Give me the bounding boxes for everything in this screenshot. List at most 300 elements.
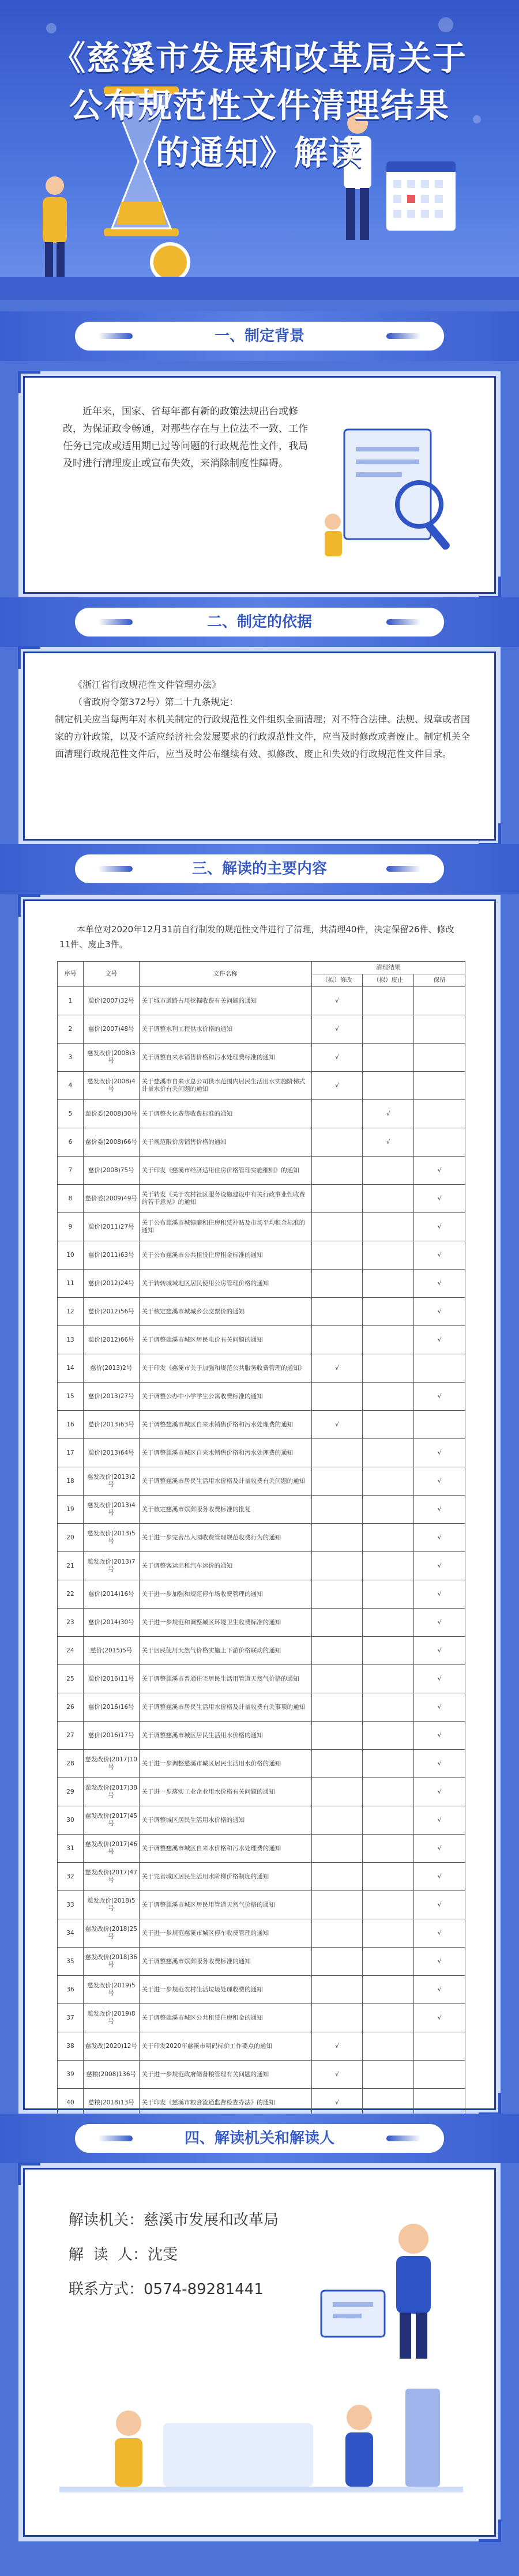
row-doc-name: 关于调整客运出租汽车运价的通知 — [139, 1552, 311, 1580]
content-intro: 本单位对2020年12月31前自行制发的规范性文件进行了清理，共清理40件，决定保留26件、修改11件、废止3件。 — [59, 924, 454, 950]
row-doc-name: 关于调整慈溪市城区自来水销售价格和污水处理费的通知 — [139, 1439, 311, 1467]
row-number: 10 — [58, 1241, 84, 1270]
row-doc-number: 慈发改(2020)12号 — [83, 2032, 139, 2061]
page-title — [0, 35, 519, 176]
row-modify-mark: √ — [311, 987, 363, 1015]
table-row — [58, 1609, 465, 1637]
row-modify-mark — [311, 1213, 363, 1241]
row-number: 27 — [58, 1722, 84, 1750]
row-keep-mark — [414, 1100, 465, 1128]
table-row — [58, 1128, 465, 1157]
row-doc-name: 关于调整公办中小学学生公寓收费标准的通知 — [139, 1383, 311, 1411]
row-modify-mark — [311, 1609, 363, 1637]
row-abolish-mark — [363, 2061, 414, 2089]
row-doc-number: 慈价(2013)64号 — [83, 1439, 139, 1467]
row-modify-mark: √ — [311, 2089, 363, 2117]
table-row — [58, 1241, 465, 1270]
contact-org-label: 解读机关： — [69, 2212, 144, 2229]
row-doc-number: 慈价委(2009)49号 — [83, 1185, 139, 1213]
row-abolish-mark — [363, 1552, 414, 1580]
row-doc-name: 关于核定慈溪市城城乡公交票价的通知 — [139, 1298, 311, 1326]
row-keep-mark: √ — [414, 1835, 465, 1863]
table-row — [58, 1383, 465, 1411]
table-row — [58, 1496, 465, 1524]
row-modify-mark — [311, 1439, 363, 1467]
row-abolish-mark — [363, 1185, 414, 1213]
row-doc-number: 慈发改价(2008)3号 — [83, 1044, 139, 1072]
contact-panel — [23, 2168, 496, 2537]
row-keep-mark — [414, 1128, 465, 1157]
row-keep-mark: √ — [414, 1383, 465, 1411]
table-row — [58, 1439, 465, 1467]
section-title: 四、解读机关和解读人 — [75, 2124, 444, 2153]
row-number: 29 — [58, 1778, 84, 1806]
row-doc-number: 慈发改价(2018)36号 — [83, 1948, 139, 1976]
row-number: 17 — [58, 1439, 84, 1467]
row-doc-name: 关于调整慈溪市城区居民生活用水价格的通知 — [139, 1722, 311, 1750]
team-illustration — [59, 2354, 463, 2515]
table-row — [58, 1693, 465, 1722]
section-title: 一、制定背景 — [75, 322, 444, 351]
row-keep-mark: √ — [414, 1439, 465, 1467]
row-doc-number: 慈价(2007)48号 — [83, 1015, 139, 1044]
row-doc-number: 慈价(2015)5号 — [83, 1637, 139, 1665]
row-doc-number: 慈价(2012)66号 — [83, 1326, 139, 1354]
row-number: 36 — [58, 1976, 84, 2004]
row-modify-mark: √ — [311, 1354, 363, 1383]
title-line: 《慈溪市发展和改革局关于 — [51, 39, 467, 78]
row-modify-mark: √ — [311, 2032, 363, 2061]
row-modify-mark — [311, 1185, 363, 1213]
row-keep-mark: √ — [414, 1552, 465, 1580]
row-doc-number: 慈价(2016)11号 — [83, 1665, 139, 1693]
contact-phone — [69, 2279, 264, 2300]
row-abolish-mark — [363, 1354, 414, 1383]
row-keep-mark: √ — [414, 1778, 465, 1806]
row-doc-name: 关于调整慈溪市居民生活用水价格及计量收费有关问题的通知 — [139, 1467, 311, 1496]
row-doc-number: 慈价委(2008)66号 — [83, 1128, 139, 1157]
table-row — [58, 987, 465, 1015]
row-doc-name: 关于转发《关于农村社区服务设施建设中有关行政事业性收费的若干意见》的通知 — [139, 1185, 311, 1213]
row-doc-number: 慈发改价(2017)45号 — [83, 1806, 139, 1835]
section-band-background — [0, 311, 519, 361]
contact-phone-value: 0574-89281441 — [144, 2281, 264, 2298]
table-row — [58, 1919, 465, 1948]
row-modify-mark — [311, 1835, 363, 1863]
row-number: 30 — [58, 1806, 84, 1835]
row-number: 31 — [58, 1835, 84, 1863]
header-banner — [0, 0, 519, 300]
row-keep-mark: √ — [414, 1665, 465, 1693]
row-doc-number: 慈价(2016)17号 — [83, 1722, 139, 1750]
row-number: 2 — [58, 1015, 84, 1044]
row-doc-name: 关于完善城区居民生活用水阶梯价格制度的通知 — [139, 1863, 311, 1891]
table-row — [58, 1467, 465, 1496]
row-modify-mark — [311, 1326, 363, 1354]
row-modify-mark — [311, 1637, 363, 1665]
table-row — [58, 1213, 465, 1241]
row-abolish-mark — [363, 1637, 414, 1665]
row-number: 21 — [58, 1552, 84, 1580]
table-row — [58, 1270, 465, 1298]
table-row — [58, 2061, 465, 2089]
row-keep-mark: √ — [414, 2004, 465, 2032]
header-name: 文件名称 — [139, 962, 311, 987]
row-doc-name: 关于调整慈溪市城区居民电价有关问题的通知 — [139, 1326, 311, 1354]
table-row — [58, 1015, 465, 1044]
row-number: 25 — [58, 1665, 84, 1693]
row-abolish-mark — [363, 2089, 414, 2117]
row-modify-mark: √ — [311, 1015, 363, 1044]
table-body — [58, 987, 465, 2117]
row-doc-number: 慈价(2012)24号 — [83, 1270, 139, 1298]
row-number: 5 — [58, 1100, 84, 1128]
row-abolish-mark — [363, 1665, 414, 1693]
row-doc-number: 慈价(2013)2号 — [83, 1354, 139, 1383]
row-doc-number: 慈发改价(2019)5号 — [83, 1976, 139, 2004]
basis-subtitle: （省政府令第372号）第二十九条规定： — [73, 696, 239, 707]
content-panel — [23, 899, 496, 2110]
row-modify-mark — [311, 1524, 363, 1552]
row-number: 26 — [58, 1693, 84, 1722]
row-doc-name: 关于公布慈溪市公共租赁住房租金标准的通知 — [139, 1241, 311, 1270]
row-keep-mark: √ — [414, 1270, 465, 1298]
row-doc-name: 关于调整慈溪市城区公共租赁住房租金的通知 — [139, 2004, 311, 2032]
basis-title: 《浙江省行政规范性文件管理办法》 — [73, 679, 221, 690]
table-row — [58, 1100, 465, 1128]
background-text: 近年来，国家、省每年都有新的政策法规出台或修改，为保证政令畅通，对那些存在与上位法不一致、工作任务已完成或适用期已过等问题的行政规范性文件，我局及时进行清理废止或宣布失效，来消除制度性障碍。 — [63, 406, 308, 469]
row-modify-mark — [311, 1270, 363, 1298]
table-row — [58, 1891, 465, 1919]
header-doc: 文号 — [83, 962, 139, 987]
row-number: 1 — [58, 987, 84, 1015]
row-doc-number: 慈发改价(2013)5号 — [83, 1524, 139, 1552]
office-illustration — [298, 2204, 471, 2366]
table-row — [58, 1411, 465, 1439]
row-modify-mark — [311, 1298, 363, 1326]
row-number: 12 — [58, 1298, 84, 1326]
row-doc-name: 关于规范限价房销售价格的通知 — [139, 1128, 311, 1157]
row-doc-number: 慈价(2011)63号 — [83, 1241, 139, 1270]
row-number: 6 — [58, 1128, 84, 1157]
row-modify-mark — [311, 1157, 363, 1185]
person-illustration — [35, 173, 75, 288]
row-number: 9 — [58, 1213, 84, 1241]
decor-dot — [438, 17, 453, 32]
title-line: 公布规范性文件清理结果 — [69, 86, 450, 125]
row-doc-number: 慈价(2016)16号 — [83, 1693, 139, 1722]
row-abolish-mark — [363, 1778, 414, 1806]
row-number: 40 — [58, 2089, 84, 2117]
row-doc-number: 慈粮(2018)13号 — [83, 2089, 139, 2117]
row-doc-number: 慈发改价(2018)25号 — [83, 1919, 139, 1948]
row-doc-number: 慈发改价(2017)46号 — [83, 1835, 139, 1863]
row-keep-mark: √ — [414, 1185, 465, 1213]
row-number: 28 — [58, 1750, 84, 1778]
row-modify-mark — [311, 1976, 363, 2004]
row-abolish-mark — [363, 1241, 414, 1270]
table-row — [58, 2089, 465, 2117]
row-abolish-mark — [363, 1976, 414, 2004]
header-no: 序号 — [58, 962, 84, 987]
row-doc-name: 关于调整慈溪市居民生活用水价格及计量收费有关事项的通知 — [139, 1693, 311, 1722]
row-modify-mark — [311, 1919, 363, 1948]
row-doc-number: 慈价(2013)27号 — [83, 1383, 139, 1411]
row-number: 22 — [58, 1580, 84, 1609]
row-abolish-mark — [363, 1467, 414, 1496]
header-ground — [0, 277, 519, 300]
contact-person — [69, 2244, 178, 2265]
row-keep-mark — [414, 2061, 465, 2089]
row-keep-mark: √ — [414, 1467, 465, 1496]
row-doc-name: 关于居民使用天然气价格实施上下游价格联动的通知 — [139, 1637, 311, 1665]
row-abolish-mark — [363, 2032, 414, 2061]
basis-paragraph: 制定机关应当每两年对本机关制定的行政规范性文件组织全面清理；对不符合法律、法规、规章或者国家的方针政策，以及不适应经济社会发展要求的行政规范性文件，应当及时修改或者废止。制定机关全面清理行政规范性文件后，应当及时公布继续有效、拟修改、废止和失效的行政规范性文件目录。 — [55, 714, 471, 759]
row-number: 13 — [58, 1326, 84, 1354]
row-keep-mark: √ — [414, 1948, 465, 1976]
row-doc-number: 慈发改价(2019)8号 — [83, 2004, 139, 2032]
row-doc-name: 关于调整慈溪市城区自来水销售价格和污水处理费的通知 — [139, 1411, 311, 1439]
decor-dot — [46, 23, 57, 33]
row-abolish-mark — [363, 1015, 414, 1044]
row-doc-name: 关于印发《慈溪市经济适用住房价格管理实施细则》的通知 — [139, 1157, 311, 1185]
table-row — [58, 1524, 465, 1552]
row-number: 34 — [58, 1919, 84, 1948]
row-doc-name: 关于印发2020年慈溪市明码标价工作要点的通知 — [139, 2032, 311, 2061]
row-abolish-mark — [363, 1722, 414, 1750]
row-doc-number: 慈价(2008)75号 — [83, 1157, 139, 1185]
row-doc-number: 慈发改价(2018)5号 — [83, 1891, 139, 1919]
row-doc-number: 慈价(2007)32号 — [83, 987, 139, 1015]
section-band-content — [0, 844, 519, 894]
row-keep-mark: √ — [414, 1637, 465, 1665]
table-row — [58, 1044, 465, 1072]
row-abolish-mark — [363, 1496, 414, 1524]
row-abolish-mark — [363, 1806, 414, 1835]
row-number: 33 — [58, 1891, 84, 1919]
row-modify-mark: √ — [311, 2061, 363, 2089]
row-keep-mark — [414, 2032, 465, 2061]
table-row — [58, 1976, 465, 2004]
contact-person-label: 解 读 人： — [69, 2246, 148, 2264]
row-modify-mark — [311, 1128, 363, 1157]
row-modify-mark — [311, 1722, 363, 1750]
row-abolish-mark — [363, 1580, 414, 1609]
row-abolish-mark: √ — [363, 1128, 414, 1157]
contact-person-value: 沈雯 — [148, 2246, 178, 2264]
row-keep-mark — [414, 987, 465, 1015]
row-number: 23 — [58, 1609, 84, 1637]
row-doc-name: 关于进一步落实工业企业用水价格有关问题的通知 — [139, 1778, 311, 1806]
table-row — [58, 1637, 465, 1665]
row-keep-mark — [414, 2089, 465, 2117]
row-abolish-mark — [363, 1948, 414, 1976]
row-doc-number: 慈发改价(2017)10号 — [83, 1750, 139, 1778]
row-abolish-mark — [363, 1863, 414, 1891]
row-abolish-mark — [363, 1044, 414, 1072]
row-modify-mark — [311, 1750, 363, 1778]
row-keep-mark — [414, 1044, 465, 1072]
row-modify-mark: √ — [311, 1044, 363, 1072]
row-number: 35 — [58, 1948, 84, 1976]
row-modify-mark — [311, 1693, 363, 1722]
table-row — [58, 1552, 465, 1580]
row-abolish-mark — [363, 1693, 414, 1722]
contact-org — [69, 2210, 279, 2231]
table-row — [58, 1806, 465, 1835]
table-row — [58, 1750, 465, 1778]
row-doc-name: 关于进一步规范和调整城区环境卫生收费标准的通知 — [139, 1609, 311, 1637]
row-keep-mark: √ — [414, 1157, 465, 1185]
table-row — [58, 1580, 465, 1609]
row-number: 8 — [58, 1185, 84, 1213]
table-row — [58, 1157, 465, 1185]
row-modify-mark — [311, 1863, 363, 1891]
row-doc-name: 关于调整水利工程供水价格的通知 — [139, 1015, 311, 1044]
row-doc-name: 关于核定慈溪市殡葬服务收费标准的批复 — [139, 1496, 311, 1524]
row-doc-name: 关于转转城域地区居民使用公房管理价格的通知 — [139, 1270, 311, 1298]
row-doc-number: 慈价(2012)56号 — [83, 1298, 139, 1326]
row-modify-mark — [311, 1100, 363, 1128]
row-modify-mark — [311, 1241, 363, 1270]
row-keep-mark — [414, 1354, 465, 1383]
table-row — [58, 1326, 465, 1354]
row-doc-number: 慈发改价(2013)7号 — [83, 1552, 139, 1580]
row-doc-name: 关于城市道路占用挖掘收费有关问题的通知 — [139, 987, 311, 1015]
row-doc-name: 关于调整慈溪市城区居民用管道天然气价格的通知 — [139, 1891, 311, 1919]
row-number: 37 — [58, 2004, 84, 2032]
title-line: 的通知》解读 — [155, 133, 363, 172]
row-doc-name: 关于进一步规范慈溪市城区停车收费管理的通知 — [139, 1919, 311, 1948]
row-number: 7 — [58, 1157, 84, 1185]
cleanup-table — [57, 961, 465, 2117]
row-doc-number: 慈粮(2008)136号 — [83, 2061, 139, 2089]
row-modify-mark — [311, 1467, 363, 1496]
row-abolish-mark — [363, 1919, 414, 1948]
table-row — [58, 1354, 465, 1383]
header-result: 清理结果 — [311, 962, 465, 974]
header-abolish: （拟）废止 — [363, 974, 414, 987]
row-number: 19 — [58, 1496, 84, 1524]
section-title: 二、制定的依据 — [75, 608, 444, 637]
row-number: 3 — [58, 1044, 84, 1072]
row-number: 18 — [58, 1467, 84, 1496]
section-band-contact — [0, 2114, 519, 2163]
row-number: 16 — [58, 1411, 84, 1439]
row-doc-number: 慈发改价(2017)47号 — [83, 1863, 139, 1891]
row-modify-mark — [311, 1665, 363, 1693]
row-doc-number: 慈价(2014)16号 — [83, 1580, 139, 1609]
row-modify-mark — [311, 1778, 363, 1806]
row-abolish-mark — [363, 1411, 414, 1439]
row-keep-mark: √ — [414, 1241, 465, 1270]
row-keep-mark: √ — [414, 1891, 465, 1919]
row-abolish-mark — [363, 1750, 414, 1778]
row-number: 11 — [58, 1270, 84, 1298]
row-doc-number: 慈发改价(2013)2号 — [83, 1467, 139, 1496]
row-modify-mark — [311, 1948, 363, 1976]
row-doc-number: 慈发改价(2013)4号 — [83, 1496, 139, 1524]
row-doc-name: 关于调整城区居民生活用水价格的通知 — [139, 1806, 311, 1835]
row-abolish-mark — [363, 1213, 414, 1241]
row-abolish-mark — [363, 987, 414, 1015]
header-keep: 保留 — [414, 974, 465, 987]
row-keep-mark: √ — [414, 1496, 465, 1524]
table-row — [58, 1185, 465, 1213]
row-abolish-mark — [363, 1835, 414, 1863]
row-keep-mark: √ — [414, 1580, 465, 1609]
row-keep-mark: √ — [414, 1693, 465, 1722]
row-abolish-mark — [363, 1072, 414, 1100]
row-doc-name: 关于进一步调整慈溪市城区居民生活用水价格的通知 — [139, 1750, 311, 1778]
row-abolish-mark — [363, 1609, 414, 1637]
background-panel — [23, 376, 496, 594]
row-modify-mark: √ — [311, 1411, 363, 1439]
table-row — [58, 2004, 465, 2032]
row-doc-number: 慈发改价(2008)4号 — [83, 1072, 139, 1100]
row-number: 14 — [58, 1354, 84, 1383]
row-doc-name: 关于调整火化费等收费标准的通知 — [139, 1100, 311, 1128]
row-doc-name: 关于调整自来水销售价格和污水处理费标准的通知 — [139, 1044, 311, 1072]
table-row — [58, 1722, 465, 1750]
row-abolish-mark — [363, 1524, 414, 1552]
header-modify: （拟）修改 — [311, 974, 363, 987]
row-doc-number: 慈价(2011)27号 — [83, 1213, 139, 1241]
row-abolish-mark — [363, 2004, 414, 2032]
row-number: 39 — [58, 2061, 84, 2089]
row-doc-number: 慈价(2013)63号 — [83, 1411, 139, 1439]
row-doc-name: 关于进一步加强和规范停车场收费管理的通知 — [139, 1580, 311, 1609]
table-row — [58, 1835, 465, 1863]
row-keep-mark: √ — [414, 1722, 465, 1750]
row-modify-mark: √ — [311, 1072, 363, 1100]
row-doc-name: 关于进一步规范农村生活垃圾处理收费的通知 — [139, 1976, 311, 2004]
row-modify-mark — [311, 1383, 363, 1411]
contact-org-value: 慈溪市发展和改革局 — [144, 2212, 279, 2229]
row-abolish-mark — [363, 1891, 414, 1919]
row-doc-name: 关于进一步完善出入园收费管理规范收费行为的通知 — [139, 1524, 311, 1552]
row-doc-name: 关于调整慈溪市普通住宅居民生活用管道天然气价格的通知 — [139, 1665, 311, 1693]
row-keep-mark — [414, 1411, 465, 1439]
row-doc-name: 关于进一步规范政府储备粮管理有关问题的通知 — [139, 2061, 311, 2089]
row-number: 20 — [58, 1524, 84, 1552]
row-doc-name: 关于慈溪市自来水总公司供水范围内居民生活用水实施阶梯式计量水价有关问题的通知 — [139, 1072, 311, 1100]
row-modify-mark — [311, 2004, 363, 2032]
contact-phone-label: 联系方式： — [69, 2281, 144, 2298]
table-row — [58, 1948, 465, 1976]
table-row — [58, 1298, 465, 1326]
row-abolish-mark — [363, 1270, 414, 1298]
row-abolish-mark — [363, 1326, 414, 1354]
table-row — [58, 1863, 465, 1891]
row-keep-mark: √ — [414, 1213, 465, 1241]
row-modify-mark — [311, 1806, 363, 1835]
row-modify-mark — [311, 1580, 363, 1609]
row-keep-mark — [414, 1072, 465, 1100]
table-row — [58, 2032, 465, 2061]
row-doc-name: 关于调整慈溪市城区自来水价格和污水处理费的通知 — [139, 1835, 311, 1863]
row-number: 32 — [58, 1863, 84, 1891]
row-number: 4 — [58, 1072, 84, 1100]
row-keep-mark: √ — [414, 1326, 465, 1354]
row-number: 15 — [58, 1383, 84, 1411]
row-doc-name: 关于公布慈溪市城镇廉租住房租赁补贴及市场平均租金标准的通知 — [139, 1213, 311, 1241]
row-abolish-mark — [363, 1157, 414, 1185]
row-keep-mark: √ — [414, 1806, 465, 1835]
row-keep-mark: √ — [414, 1609, 465, 1637]
row-keep-mark: √ — [414, 1298, 465, 1326]
row-abolish-mark — [363, 1298, 414, 1326]
